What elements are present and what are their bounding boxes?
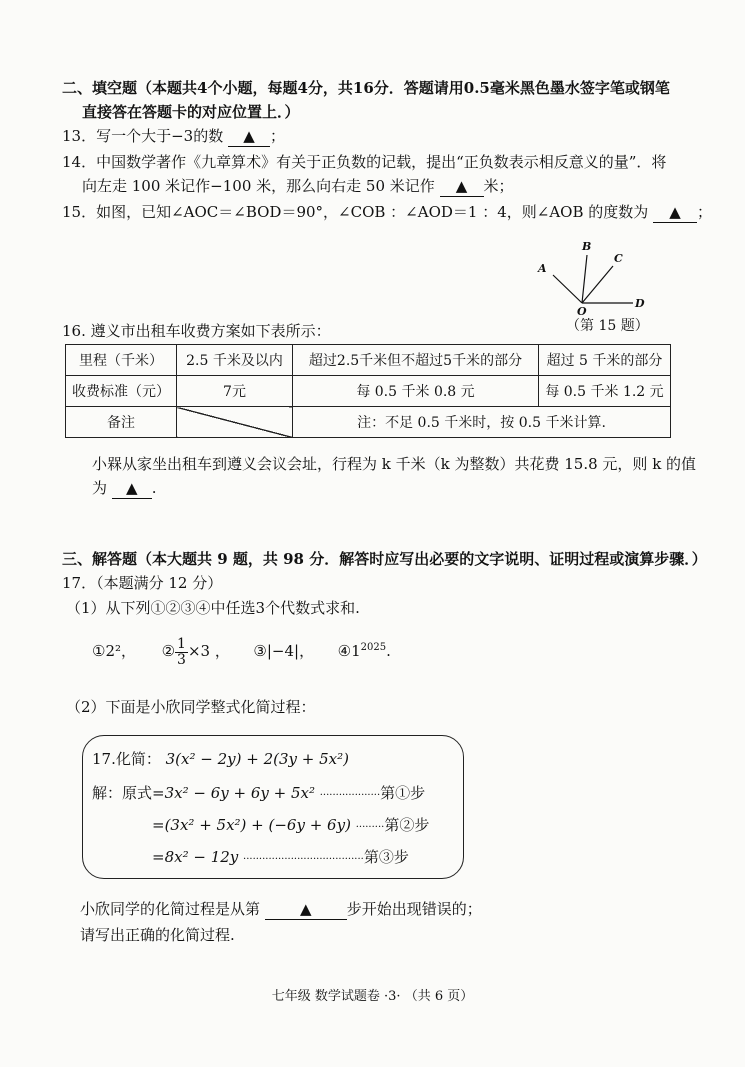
q17-question-line1 [80,899,482,920]
question-14-line2 [82,176,514,197]
table-row [66,376,671,407]
q14-number: 14． [62,153,97,171]
q16-tail: . [151,479,157,497]
label-o: O [577,305,587,315]
q17-part2: （2）下面是小欣同学整式化简过程： [66,698,316,716]
step3-expression: =8x² − 12y [152,848,239,866]
page-footer: 七年级 数学试题卷 ·3· （共 6 页） [271,989,474,1004]
q16-answer-blank[interactable]: ▲ [112,478,152,499]
question-13 [62,126,285,147]
q14-tail: 米； [483,177,514,195]
step1-label: 第①步 [380,784,426,802]
q17-question-line2: 请写出正确的化简过程. [80,926,235,944]
label-a: A [538,262,547,275]
table-cell: 超过 5 千米的部分 [539,345,671,376]
expr-4-tail: . [386,642,391,660]
solution-line4: =8x² − 12y ······································第③步 [152,848,409,866]
ray-oc [582,266,613,303]
table-cell: 2.5 千米及以内 [177,345,293,376]
step3-label: 第③步 [363,848,409,866]
fare-table [65,344,671,438]
solution-label: 解：原式= [92,784,165,802]
q13-text: 写一个大于−3的数 [96,127,224,145]
label-b: B [582,240,592,253]
q17-expressions [92,633,391,668]
section3-title: 三、解答题（本大题共 9 题，共 98 分．解答时应写出必要的文字说明、证明过程或演算步骤．） [62,550,707,568]
label-d: D [635,297,645,310]
q15-tail: ； [697,203,713,221]
simplify-label: 17.化简： [92,750,161,768]
q15-number: 15． [62,203,97,221]
solution-line2: 解：原式=3x² − 6y + 6y + 5x² ···················第①步 [92,784,426,802]
diagonal-cell [177,407,293,438]
ray-ob [582,255,587,303]
q14-text-line2: 向左走 100 米记作−100 米，那么向右走 50 米记作 [82,177,435,195]
expr-2-suffix: ×3 ， [187,642,230,660]
step1-expression: 3x² − 6y + 6y + 5x² [164,784,315,802]
label-c: C [614,252,623,265]
solution-line3: =(3x² + 5x²) + (−6y + 6y) ·········第②步 [152,816,430,834]
solution-line1 [92,748,349,769]
q15-angle-figure [530,240,650,315]
q15-text: 如图，已知∠AOC＝∠BOD＝90°，∠COB ：∠AOD＝1 ：4，则∠AOB 的度数为 [96,203,649,221]
q16-question-line1: 小槑从家坐出租车到遵义会议会址，行程为 k 千米（k 为整数）共花费 15.8 元，则 k 的值 [92,455,697,473]
table-cell: 每 0.5 千米 1.2 元 [539,376,671,407]
q15-caption: （第 15 题） [566,318,649,334]
q17-text-post: 步开始出现错误的； [346,900,482,918]
q17-answer-blank[interactable]: ▲ [265,899,347,920]
step2-label: 第②步 [384,816,430,834]
section2-title-line1: 二、填空题（本题共4个小题，每题4分，共16分．答题请用0.5毫米黑色墨水签字笔或钢笔 [62,79,670,97]
table-cell: 超过2.5千米但不超过5千米的部分 [293,345,539,376]
question-14-line1 [62,152,666,172]
ray-oa [553,275,582,303]
q13-number: 13． [62,127,97,145]
q17-text-pre: 小欣同学的化简过程是从第 [80,900,261,918]
simplify-expression: 3(x² − 2y) + 2(3y + 5x²) [165,750,349,768]
q16-question-line2 [92,478,157,499]
q17-part1: （1）从下列①②③④中任选3个代数式求和. [66,599,360,617]
fraction-denominator: 3 [177,651,186,668]
expr-4-base: ④1 [337,642,361,660]
expr-3: ③|−4|， [253,642,315,660]
q14-text-line1: 中国数学著作《九章算术》有关于正负数的记载，提出“正负数表示相反意义的量”．将 [96,153,667,171]
table-cell: 备注 [66,407,177,438]
q16-text-pre: 为 [92,479,108,497]
fraction-numerator: 1 [177,635,186,652]
expr-1: ①2²， [92,642,137,660]
table-cell: 收费标准（元） [66,376,177,407]
q16-intro: 16. 遵义市出租车收费方案如下表所示： [62,322,331,340]
table-cell: 每 0.5 千米 0.8 元 [293,376,539,407]
fraction-one-third [175,637,188,668]
expr-2-prefix: ② [161,642,176,660]
q13-answer-blank[interactable]: ▲ [228,126,270,147]
section2-title-line2: 直接答在答题卡的对应位置上．） [82,103,300,121]
step2-expression: =(3x² + 5x²) + (−6y + 6y) [152,816,351,834]
q14-answer-blank[interactable]: ▲ [440,176,484,197]
q17-header: 17．（本题满分 12 分） [62,574,223,592]
table-row [66,345,671,376]
question-15 [62,202,712,223]
q13-tail: ； [270,127,286,145]
table-cell: 7元 [177,376,293,407]
table-row [66,407,671,438]
expr-4-exponent: 2025 [360,642,387,653]
table-cell-note: 注：不足 0.5 千米时，按 0.5 千米计算. [293,407,671,438]
table-cell: 里程（千米） [66,345,177,376]
q15-answer-blank[interactable]: ▲ [653,202,697,223]
